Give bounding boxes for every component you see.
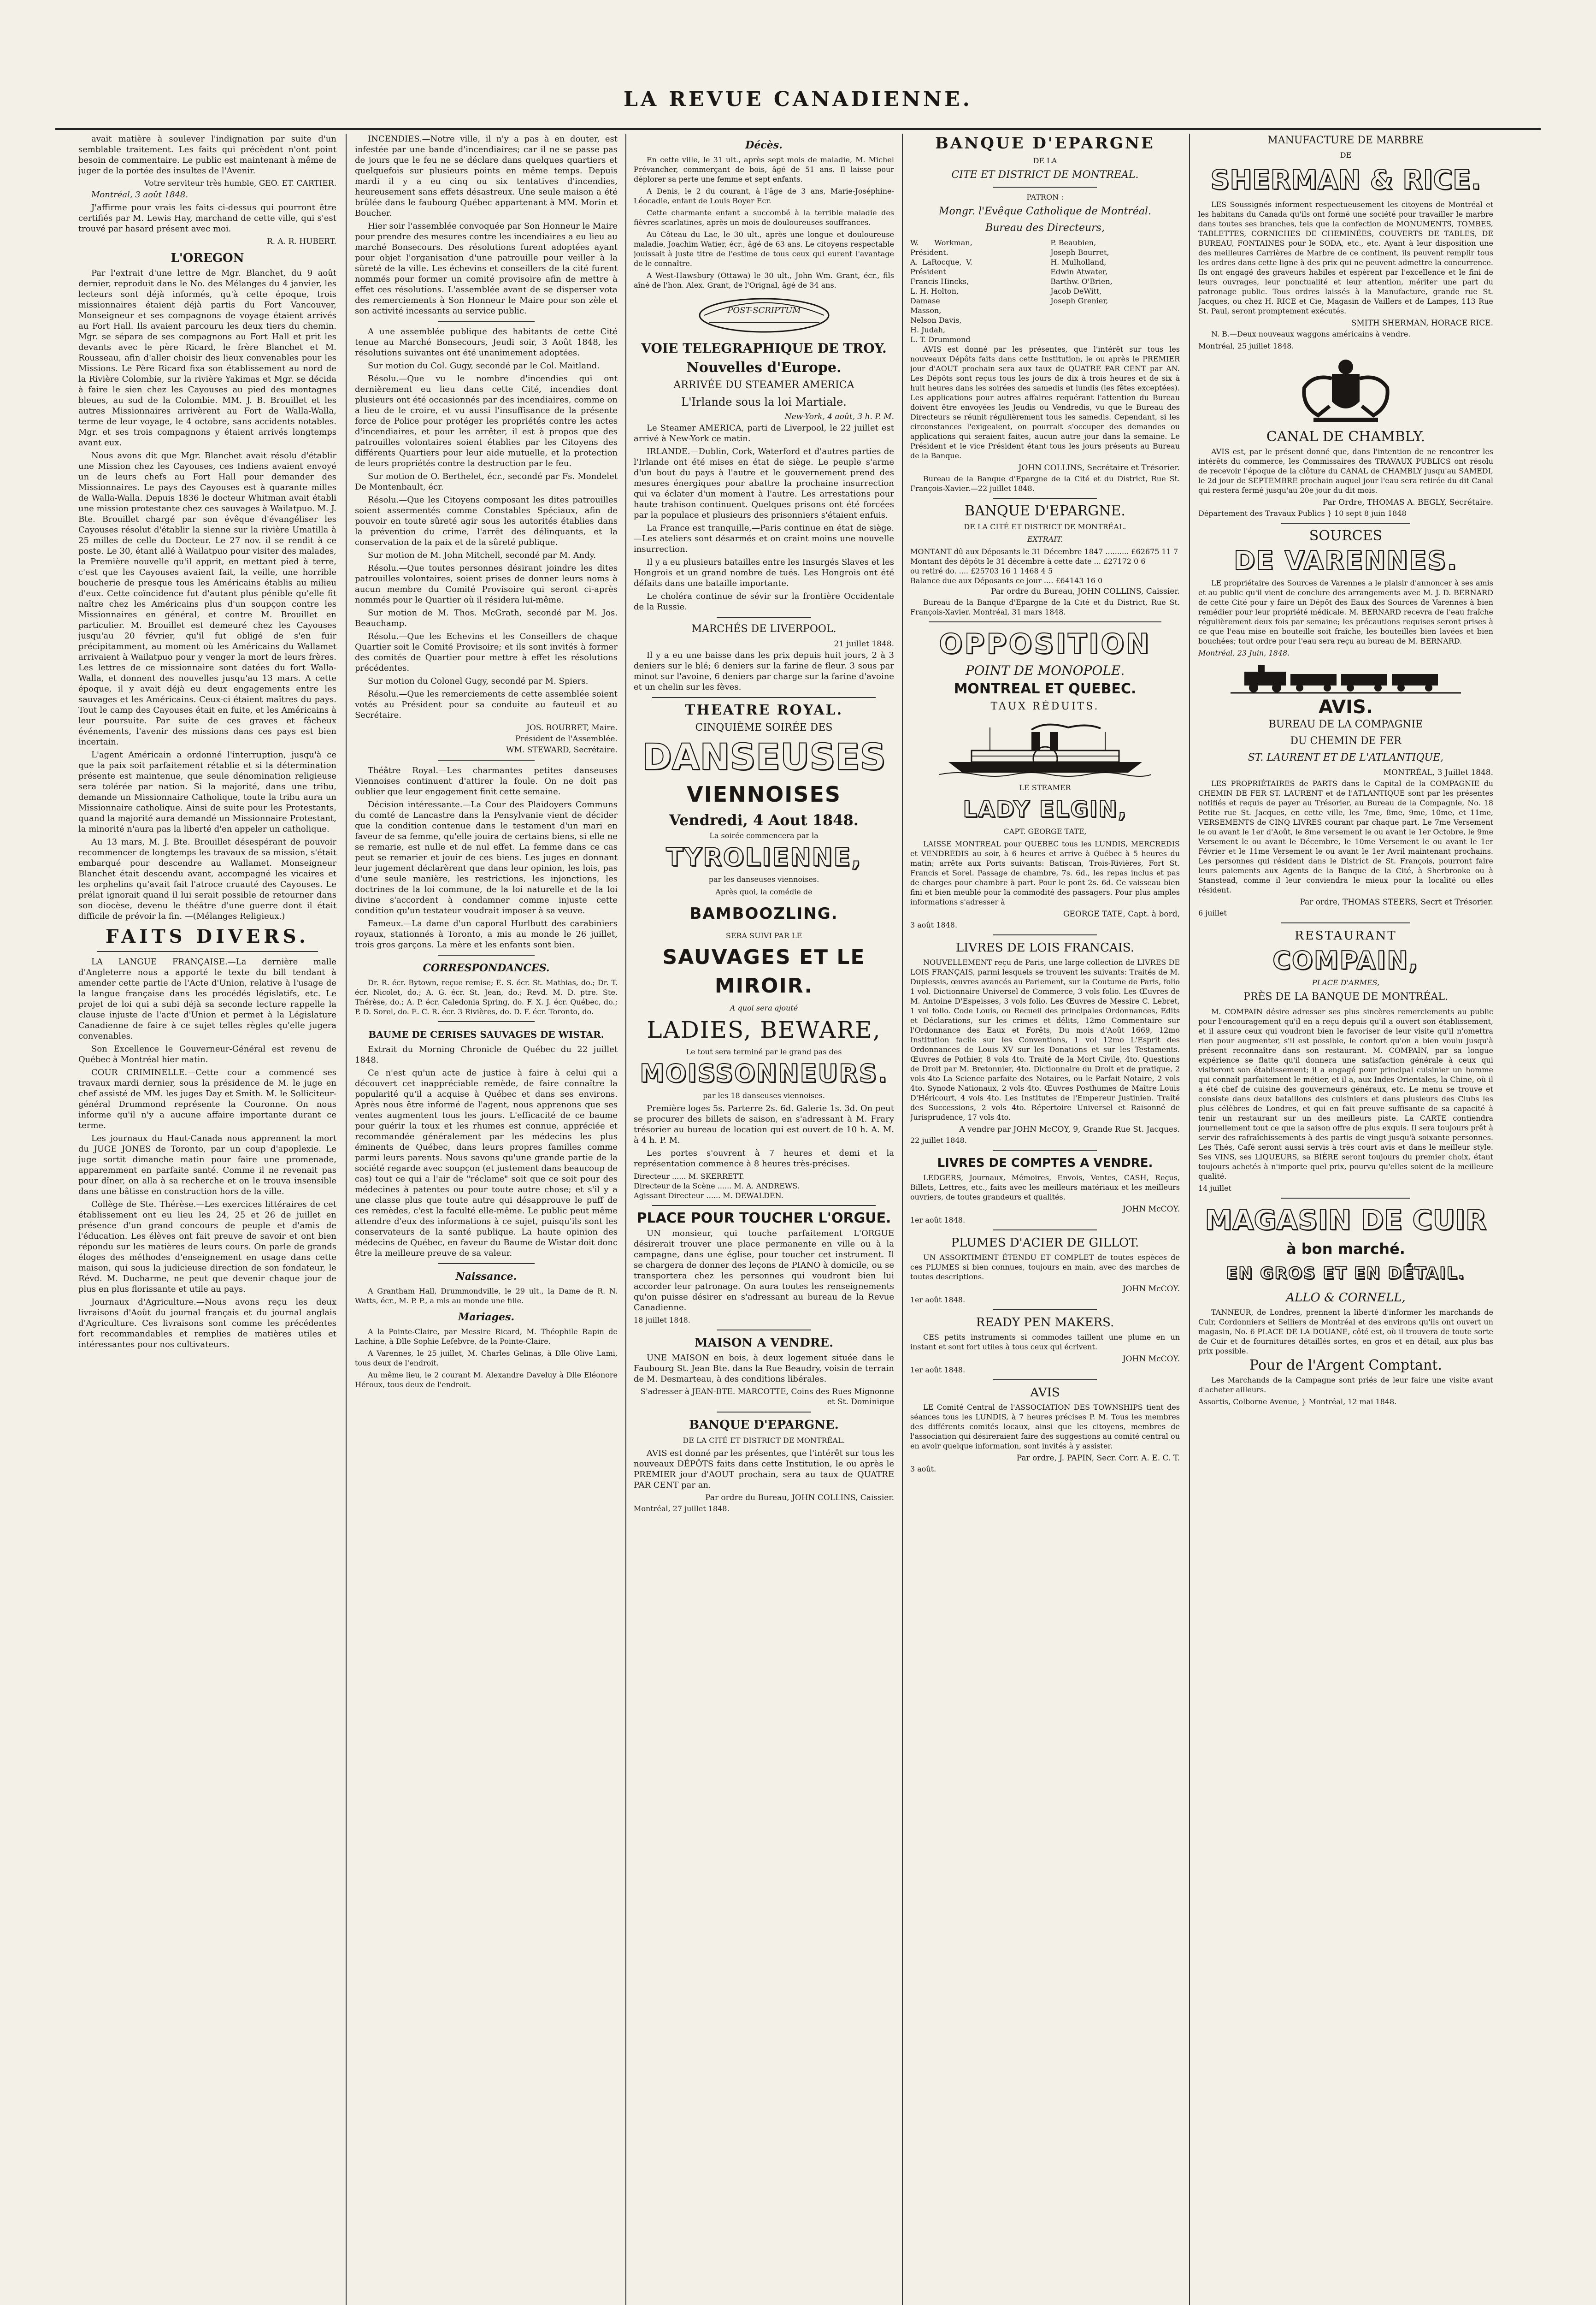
certification-text: J'affirme pour vrais les faits ci-dessus qui pourront être certifiés par M. Lewis Hay, marchand de cette ville, qui s'est trouvé par hasard présent avec moi. bbox=[78, 203, 336, 234]
leather-store-title: MAGASIN DE CUIR bbox=[1205, 1204, 1487, 1236]
news-item: Collège de Ste. Thérèse.—Les exercices littéraires de cet établissement ont eu lieu les 24, 25 et 26 de juillet en présence d'un grand concours de peuple et d'amis de l'éducation. Les élèves ont fait preuve de savoir et ont bien répondu sur les matières de leurs cours. On parle de grands éloges des méthodes d'enseignement en usage dans cette maison, qui sous la judicieuse direction de son fondateur, le Révd. M. Ducharme, ne peut que devenir chaque jour de plus en plus florissante et utile au pays. bbox=[78, 1200, 336, 1294]
director-name: Edwin Atwater, bbox=[1050, 267, 1108, 276]
varennes-text: LE propriétaire des Sources de Varennes a le plaisir d'annoncer à ses amis et au public qu'il vient de conclure des arrangements avec M. J. D. BERNARD de cette Cité pour y faire un Dépôt des Eaux des Sources de Varennes à bien remédier pour leur propriété médicale. M. BERNARD recevra de l'eau fraîche régulièrement deux fois par semaine; les précautions requises seront prises à ce que l'eau mise en bouteille soit fraîche, les bouteilles bien lavées et bien bouchées; tout ordre pour l'eau sera reçu au bureau de M. BERNARD. bbox=[1198, 579, 1493, 645]
divider bbox=[993, 1309, 1097, 1310]
news-item: Son Excellence le Gouverneur-Général est revenu de Québec à Montréal hier matin. bbox=[78, 1044, 336, 1064]
account-books-date: 1er août 1848. bbox=[910, 1216, 966, 1224]
ledger-line: MONTANT dû aux Déposants le 31 Décembre 1847 .......... £62675 11 7 bbox=[910, 547, 1178, 556]
theatre-staff-row: Agissant Directeur ...... M. DEWALDEN. bbox=[634, 1191, 783, 1200]
director-name: H. Mulholland, bbox=[1050, 258, 1107, 266]
cash-line: Pour de l'Argent Comptant. bbox=[1249, 1357, 1442, 1373]
director-name: Joseph Grenier, bbox=[1050, 296, 1108, 305]
locomotive-icon bbox=[1231, 662, 1461, 695]
markets-text: Il y a eu une baisse dans les prix depuis huit jours, 2 à 3 deniers sur le blé; 6 deniers sur la farine de fleur. 3 sous par minot sur l'avoine, 6 deniers par charge sur la farine d'avoine et un chelin sur les fèves. bbox=[634, 650, 894, 692]
telegraph-heading: VOIE TELEGRAPHIQUE DE TROY. bbox=[641, 341, 887, 356]
allo-cornell: ALLO & CORNELL, bbox=[1286, 1291, 1406, 1305]
notice-heading: AVIS. bbox=[1318, 697, 1373, 718]
notice-text: LE Comité Central de l'ASSOCIATION DES TOWNSHIPS tient des séances tous les LUNDIS, à 7 heures précises P. M. Tous les membres des différents comités locaux, ainsi que les citoyens, membres de l'association qui désireraient faire des suggestions au comité central ou en avoir quelque information, sont invités à y assister. bbox=[910, 1403, 1180, 1450]
markets-date: 21 juillet 1848. bbox=[834, 639, 894, 649]
program-line: par les 18 danseuses viennoises. bbox=[703, 1091, 825, 1100]
signature: JOS. BOURRET, Maire. bbox=[526, 723, 618, 733]
signature: Par ordre, J. PAPIN, Secr. Corr. A. E. C. T. bbox=[1016, 1454, 1180, 1463]
ledger-line: ou retiré do. .... £25703 16 1 1468 4 5 bbox=[910, 567, 1053, 575]
marble-date: Montréal, 25 juillet 1848. bbox=[1198, 342, 1294, 350]
news-item: COUR CRIMINELLE.—Cette cour a commencé ses travaux mardi dernier, sous la présidence de M. le juge en chef assisté de MM. les juges Day et Smith. M. le Solliciteur-général Drummond représente la Couronne. On nous informe qu'il n'y a aucune affaire importante durant ce terme. bbox=[78, 1068, 336, 1130]
notice-heading: AVIS bbox=[1030, 1386, 1060, 1400]
news-item: LA LANGUE FRANÇAISE.—La dernière malle d'Angleterre nous a apporté le texte du bill tendant à amender cette partie de l'Acte d'Union, relative à l'usage de la langue française dans les procédés législatifs, etc. Le projet de loi qui a subi déjà sa seconde lecture rappelle la clause injuste de l'acte d'Union et permet à la Législature Canadienne de faire à ce sujet telles règles qu'elle jugera convenables. bbox=[78, 957, 336, 1041]
divider bbox=[652, 1205, 876, 1206]
steamer-text: LAISSE MONTREAL pour QUEBEC tous les LUNDIS, MERCREDIS et VENDREDIS au soir, à 6 heures et arrive à Québec à 5 heures du matin; arrête aux Ports suivants: Batiscan, Trois-Rivières, Fort St. Francis et Sorel. Passage de chambre, 7s. 6d., les repas inclus et pas de charges pour chambre à part. Pour le pont 2s. 6d. Ce vaisseau bien fini et bien meublé pour la commodité des passagers. Pour plus amples informations s'adresser à bbox=[910, 839, 1180, 906]
advert-text: Ce n'est qu'un acte de justice à faire à celui qui a découvert cet inappréciable remède, de faire connaître la popularité qu'il a acquise à Québec et dans ses environs. Après nous être informé de l'agent, nous apprenons que ses ventes augmentent tous les jours. L'efficacité de ce baume pour guérir la toux et les rhumes est connue, appréciée et recommandée généralement par les médecins les plus éminents de Québec, dans leurs propres familles comme parmi leurs parents. Nous savons qu'une grande partie de la société regarde avec soupçon (et justement dans beaucoup de cas) tout ce qui a l'air de "réclame" soit que ce soit pour des médecines à patentes ou pour toute autre chose; et s'il y a une classe plus que toute autre qui désapprouve le puff de ces remèdes, c'est la faculté elle-même. Le public peut même attendre d'eux des informations à ce sujet, puisqu'ils sont les conservateurs de la santé publique. La haute opinion des médecins de Québec, en faveur du Baume de Wistar doit donc être la meilleure preuve de sa valeur. bbox=[355, 1068, 618, 1258]
divider bbox=[97, 951, 318, 952]
bank-heading: BANQUE D'EPARGNE. bbox=[689, 1418, 839, 1432]
ledger-line: Montant des dépôts le 31 décembre à cette date ... £27172 0 6 bbox=[910, 557, 1146, 566]
director-name: Francis Hincks, bbox=[910, 277, 969, 286]
director-name: P. Beaubien, bbox=[1050, 238, 1096, 247]
column-1 bbox=[78, 134, 336, 2305]
arrival-heading: ARRIVÉE DU STEAMER AMERICA bbox=[673, 379, 854, 391]
pens-heading: PLUMES D'ACIER DE GILLOT. bbox=[951, 1236, 1139, 1250]
divider bbox=[993, 1229, 1097, 1230]
captain-line: CAPT. GEORGE TATE, bbox=[1003, 827, 1087, 836]
director-name: Nelson Davis, bbox=[910, 316, 962, 325]
director-name: W. Workman, Président. bbox=[910, 238, 972, 257]
marble-heading: MANUFACTURE DE MARBRE bbox=[1267, 135, 1424, 146]
law-books-date: 22 juillet 1848. bbox=[910, 1136, 967, 1145]
pen-makers-heading: READY PEN MAKERS. bbox=[976, 1316, 1114, 1330]
bank-location: Bureau de la Banque d'Epargne de la Cité et du District, Rue St. François-Xavier.—22 juillet 1848. bbox=[910, 474, 1180, 493]
director-name: L. T. Drummond bbox=[910, 335, 971, 344]
company-text: LES PROPRIÉTAIRES de PARTS dans le Capital de la COMPAGNIE du CHEMIN DE FER ST. LAURENT et de l'ATLANTIQUE sont par les présentes notifiés et requis de payer au Trésorier, au Bureau de la Compagnie, No. 18 Petite rue St. Jacques, en cette ville, les 7me, 8me, 9me, 10me, et 11me, VERSEMENTS de CINQ LIVRES courant par chaque part. Le 7me Versement le ou avant le 1er d'Août, le 8me versement le ou avant le 1er Octobre, le 9me Versement le ou avant le Décembre, le 10me Versement le ou avant le 1er Février et le 11me Versement le ou avant le 1er Avril maintenant prochains. Les personnes qui résident dans le District de St. François, pourront faire leurs paiements aux Agents de la Banque de la Cité, à Sherbrooke ou à Stanstead, comme il leur conviendra le mieux pour la localité ou elles résident. bbox=[1198, 779, 1493, 894]
column-2 bbox=[355, 134, 618, 2305]
article-heading-oregon: L'OREGON bbox=[171, 251, 244, 265]
signature: A vendre par JOHN McCOY, 9, Grande Rue St. Jacques. bbox=[959, 1125, 1180, 1134]
pens-text: UN ASSORTIMENT ÉTENDU ET COMPLET de toutes espèces de ces PLUMES si bien connues, toujours en main, avec des marches de toutes descriptions. bbox=[910, 1253, 1180, 1281]
company-date: MONTRÉAL, 3 Juillet 1848. bbox=[1383, 768, 1493, 777]
theatre-hours: Les portes s'ouvrent à 7 heures et demi et la représentation commence à 8 heures très-précises. bbox=[634, 1148, 894, 1169]
director-name: Barthw. O'Brien, bbox=[1050, 277, 1113, 286]
death-notice: Cette charmante enfant a succombé à la terrible maladie des fièvres scarlatines, après un mois de douloureuses souffrances. bbox=[634, 208, 894, 227]
correspondence-heading: CORRESPONDANCES. bbox=[423, 962, 550, 974]
divider bbox=[929, 621, 1161, 622]
signature: Par Ordre, THOMAS A. BEGLY, Secrétaire. bbox=[1322, 498, 1493, 507]
organ-heading: PLACE POUR TOUCHER L'ORGUE. bbox=[636, 1210, 891, 1226]
royal-coat-of-arms-icon bbox=[1286, 355, 1406, 425]
steamer-label: LE STEAMER bbox=[1019, 783, 1071, 792]
sauvages-title: SAUVAGES ET LE MIROIR. bbox=[662, 946, 866, 998]
divider bbox=[993, 498, 1097, 499]
program-line: SERA SUIVI PAR LE bbox=[725, 931, 802, 940]
resolution-text: Sur motion de O. Berthelet, écr., secondé par Fs. Mondelet De Montenbault, écr. bbox=[355, 472, 618, 492]
steamer-date: 3 août 1848. bbox=[910, 921, 958, 929]
chambly-heading: CANAL DE CHAMBLY. bbox=[1266, 429, 1425, 445]
pens-date: 1er août 1848. bbox=[910, 1295, 966, 1304]
bank-heading: BANQUE D'EPARGNE. bbox=[965, 503, 1125, 519]
extract-label: EXTRAIT. bbox=[1027, 535, 1063, 544]
bank-date: Montréal, 27 juillet 1848. bbox=[634, 1504, 730, 1513]
company-name: ST. LAURENT ET DE L'ATLANTIQUE, bbox=[1248, 752, 1444, 763]
marriage-notice: A la Pointe-Claire, par Messire Ricard, M. Théophile Rapin de Lachine, à Dlle Sophie Lefebvre, de la Pointe-Claire. bbox=[355, 1327, 618, 1346]
bank-location: Bureau de la Banque d'Epargne de la Cité et du District, Rue St. François-Xavier. Montréal, 31 mars 1848. bbox=[910, 598, 1180, 616]
signature: WM. STEWARD, Secrétaire. bbox=[506, 745, 618, 755]
masthead-rule bbox=[55, 128, 1541, 130]
death-notice: En cette ville, le 31 ult., après sept mois de maladie, M. Michel Prévancher, commerçant de bois, âgé de 51 ans. Il laisse pour déplorer sa perte une femme et sept enfants. bbox=[634, 155, 894, 183]
resolution-text: Résolu.—Que les Echevins et les Conseillers de chaque Quartier soit le Comité Provisoire; et ils sont invités à former des comités de Quartier pour mettre à effet les résolutions précédentes. bbox=[355, 632, 618, 673]
stamp-label: POST-SCRIPTUM bbox=[727, 306, 801, 315]
program-line: Le tout sera terminé par le grand pas des bbox=[686, 1047, 842, 1056]
column-divider bbox=[902, 134, 903, 2305]
resolution-text: Sur motion du Colonel Gugy, secondé par M. Spiers. bbox=[368, 676, 589, 686]
ledger-line: Balance due aux Déposants ce jour .... £64143 16 0 bbox=[910, 576, 1103, 585]
signature: GEORGE TATE, Capt. à bord, bbox=[1063, 910, 1180, 919]
resolution-text: Résolu.—Que les remerciements de cette assemblée soient votés au Président pour sa conduite au fauteuil et au Secrétaire. bbox=[355, 689, 618, 720]
news-item: Fameux.—La dame d'un caporal Hurlbutt des carabiniers royaux, stationnés à Toronto, a mis au monde le 26 juillet, trois gros garçons. La mère et les enfants sont bien. bbox=[355, 919, 618, 950]
restaurant-heading: RESTAURANT bbox=[1295, 929, 1397, 943]
director-name: Damase Masson, bbox=[910, 296, 942, 315]
birth-notice: A Grantham Hall, Drummondville, le 29 ult., la Dame de R. N. Watts, écr., M. P. P., a mis au monde une fille. bbox=[355, 1287, 618, 1305]
house-sale-text: UNE MAISON en bois, à deux logement située dans le Faubourg St. Jean Bte. dans la Rue Beaudry, voisin de terrain de M. Desmarteau, à des conditions libérales. bbox=[634, 1353, 894, 1384]
signature: JOHN McCOY. bbox=[1122, 1354, 1180, 1364]
divider bbox=[1281, 922, 1410, 923]
dateline: Montréal, 3 août 1848. bbox=[91, 190, 188, 200]
theatre-heading: THEATRE ROYAL. bbox=[684, 702, 843, 718]
news-paragraph: Le Steamer AMERICA, parti de Liverpool, le 22 juillet est arrivé à New-York ce matin. bbox=[634, 423, 894, 443]
news-item: Les journaux du Haut-Canada nous apprennent la mort du JUGE JONES de Toronto, par un coup d'apoplexie. Le juge sortit dimanche matin pour faire une promenade, apparemment en parfaite santé. Comme il ne revenait pas pour dîner, on alla à sa recherche et on le trouva insensible dans une bâtisse en construction hors de la ville. bbox=[78, 1134, 336, 1196]
divider bbox=[1281, 523, 1410, 524]
divider bbox=[993, 1379, 1097, 1380]
divider bbox=[993, 1150, 1097, 1151]
news-paragraph: La France est tranquille,—Paris continue en état de siège.—Les ateliers sont désarmés et on craint moins une nouvelle insurrection. bbox=[634, 523, 894, 554]
correspondence-text: Dr. R. écr. Bytown, reçue remise; E. S. écr. St. Mathias, do.; Dr. T. écr. Nicolet, do.; A. G. écr. St. Jean, do.; Revd. M. D. ptre. Ste. Thérèse, do.; A. P. écr. Caledonia Spring, do. F. X. J. écr. Québec, do.; P. D. Sorel, do. E. C. R. écr. 3 Rivières, do. D. F. écr. Toronto, do. bbox=[355, 978, 618, 1016]
director-name: Jacob DeWitt, bbox=[1050, 287, 1102, 296]
article-fragment: avait matière à soulever l'indignation par suite d'un semblable traitement. Les faits qui précèdent n'ont point besoin de commentaire. Le public est maintenant à même de juger de la portée des insultes de l'Avenir. bbox=[78, 134, 336, 176]
chambly-text: AVIS est, par le présent donné que, dans l'intention de ne rencontrer les intérêts du commerce, les Commissaires des TRAVAUX PUBLICS ont résolu de recevoir l'époque de la clôture du CANAL de CHAMBLY jusqu'au SAMEDI, le 2d jour de SEPTEMBRE prochain auquel jour l'eau sera retirée du dit Canal qui restera fermé jusqu'au 20e jour du dit mois. bbox=[1198, 447, 1493, 495]
viennoises-title: VIENNOISES bbox=[686, 782, 842, 807]
bank-subheading: DE LA CITÉ ET DISTRICT DE MONTRÉAL. bbox=[683, 1436, 845, 1445]
director-name: Joseph Bourret, bbox=[1050, 248, 1109, 257]
varennes-title: DE VARENNES. bbox=[1233, 546, 1458, 576]
resolution-text: Résolu.—Que toutes personnes désirant joindre les dites patrouilles volontaires, soient prises de donner leurs noms à aucun membre du Comité Provisoire qui seront ci-après nommés pour le Quartier où il résidera lui-même. bbox=[355, 563, 618, 605]
death-notice: Au Côteau du Lac, le 30 ult., après une longue et douloureuse maladie, Joachim Watier, écr., âgé de 63 ans. Le citoyens respectable jouissait à juste titre de l'estime de tous ceux qui eurent l'avantage de le connaître. bbox=[634, 230, 894, 268]
place-armes: PLACE D'ARMES, bbox=[1312, 978, 1380, 987]
directors-left bbox=[910, 238, 1040, 344]
wholesale-line: EN GROS ET EN DÉTAIL. bbox=[1226, 1264, 1466, 1283]
steamer-name: LADY ELGIN, bbox=[963, 797, 1127, 822]
divider bbox=[1281, 1198, 1410, 1199]
performance-date: Vendredi, 4 Aout 1848. bbox=[669, 811, 859, 829]
column-5 bbox=[1198, 134, 1493, 2305]
program-line: Après quoi, la comédie de bbox=[715, 887, 813, 896]
news-item: INCENDIES.—Notre ville, il n'y a pas à en douter, est infestée par une bande d'incendiaires; car il ne se passe pas de jours que le feu ne se déclare dans quelques quartiers et quelquefois sur plusieurs points en même temps. Depuis mardi il y a eu cinq ou six tentatives d'incendies, heureusement sans effets désastreux. Une seule maison a été brûlée dans le faubourg Québec appartenant à MM. Morin et Boucher. bbox=[355, 134, 618, 218]
near-bank: PRÈS DE LA BANQUE DE MONTRÉAL. bbox=[1243, 991, 1448, 1003]
monopoly-line: POINT DE MONOPOLE. bbox=[965, 663, 1125, 678]
house-sale-heading: MAISON A VENDRE. bbox=[694, 1336, 834, 1350]
news-heading: Nouvelles d'Europe. bbox=[686, 360, 842, 376]
news-paragraph: Le choléra continue de sévir sur la frontière Occidentale de la Russie. bbox=[634, 591, 894, 612]
deaths-heading: Décès. bbox=[745, 139, 783, 151]
restaurant-date: 14 juillet bbox=[1198, 1184, 1231, 1193]
bank-de: DE LA bbox=[1033, 156, 1057, 165]
program-line: La soirée commencera par la bbox=[709, 831, 819, 840]
notice-date: 3 août. bbox=[910, 1465, 936, 1473]
births-heading: Naissance. bbox=[455, 1271, 517, 1283]
pen-makers-text: CES petits instruments si commodes taillent une plume en un instant et sont fort utiles à tous ceux qui écrivent. bbox=[910, 1333, 1180, 1351]
theatre-subheading: CINQUIÈME SOIRÉE DES bbox=[695, 722, 833, 733]
marriages-heading: Mariages. bbox=[458, 1311, 515, 1323]
column-divider bbox=[346, 134, 347, 2305]
organ-date: 18 juillet 1848. bbox=[634, 1316, 690, 1324]
marriage-notice: Au même lieu, le 2 courant M. Alexandre Daveluy à Dlle Eléonore Héroux, tous deux de l'endroit. bbox=[355, 1371, 618, 1389]
divider bbox=[438, 955, 535, 956]
patron-label: PATRON : bbox=[1026, 193, 1064, 201]
signature: Par ordre, THOMAS STEERS, Secrt et Trésorier. bbox=[1300, 898, 1493, 907]
varennes-date: Montréal, 23 Juin, 1848. bbox=[1198, 649, 1290, 657]
directors-list bbox=[910, 238, 1180, 344]
signature: JOHN COLLINS, Secrétaire et Trésorier. bbox=[1018, 463, 1180, 473]
patron-name: Mongr. l'Evêque Catholique de Montréal. bbox=[938, 206, 1152, 217]
resolution-text: Résolu.—Que les Citoyens composant les dites patrouilles soient assermentés comme Constables Spéciaux, afin de pouvoir en toute sûreté agir sous les autorités établies dans la prévention du crime, l'arrêt des délinquants, et la conservation de la paix et de la sûreté publique. bbox=[355, 495, 618, 547]
signature: Par ordre du Bureau, JOHN COLLINS, Caissier. bbox=[705, 1493, 894, 1502]
marble-de: DE bbox=[1340, 151, 1352, 160]
organ-text: UN monsieur, qui touche parfaitement L'ORGUE désirerait trouver une place permanente en ville ou à la campagne, dans une église, pour toucher cet instrument. Il se chargera de donner des leçons de PIANO à domicile, ou se transportera chez les personnes qui voudront bien lui accorder leur patronage. On aura toutes les renseignements qu'on puisse désirer en s'adressant au bureau de la Revue Canadienne. bbox=[634, 1229, 894, 1312]
resolution-text: Résolu.—Que vu le nombre d'incendies qui ont dernièrement eu lieu dans cette Cité, incendies dont plusieurs ont été occasionnés par des incendiaires, comme on a lieu de le croire, et vu aussi l'insuffisance de la présente force de Police pour protéger les propriétés contre les actes d'incendiaires, et pour les arrêter, il est à propos que des patrouilles volontaires soient établies par les Citoyens des différents Quartiers pour leur aide mutuelle, et la protection de leurs propriétés contre la destruction par le feu. bbox=[355, 374, 618, 468]
dateline: New-York, 4 août, 3 h. P. M. bbox=[784, 412, 894, 421]
resolution-text: Sur motion du Col. Gugy, secondé par le Col. Maitland. bbox=[368, 361, 600, 371]
divider bbox=[438, 321, 535, 322]
allo-text2: Les Marchands de la Campagne sont priés de leur faire une visite avant d'acheter ailleurs. bbox=[1198, 1376, 1493, 1394]
staff-name: M. DEWALDEN. bbox=[723, 1191, 783, 1200]
divider bbox=[993, 187, 1097, 188]
article-paragraph: Nous avons dit que Mgr. Blanchet avait résolu d'établir une Mission chez les Cayouses, ces Indiens avaient envoyé un de leurs chefs au Fort Hall pour demander des Missionnaires. Le pays des Cayouses est à quarante milles de Walla-Walla. Depuis 1836 le docteur Whitman avait établi une mission protestante chez ces sauvages à Wailatpuo. M. J. Bte. Brouillet chargé par son évêque d'évangéliser les Cayouses résolut d'établir la sienne sur la rivière Umatilla à 25 milles de celle du Docteur. Le 27 nov. il se rendit à ce poste. Le 30, étant allé à Wailatpuo pour visiter des malades, la Première nouvelle qu'il apprit, en mettant pied à terre, c'est que les Cayouses avaient fait, la veille, une horrible boucherie de presque tous les Américains établis au milieu d'eux. Cette coïncidence fut d'autant plus pénible qu'elle fit naître chez les Américains plus d'un soupçon contre les Missionnaires en général, et contre M. Brouillet en particulier. M. Brouillet est demeuré chez les Cayouses jusqu'au 20 février, qu'il fut obligé de s'en fuir précipitamment, au moment où les Américains du Wallamet arrivaient à Wailatpuo pour y venger la mort de leurs frères. Les lettres de ce missionnaire sont datées du fort Walla-Walla, et donnent des nouvelles jusqu'au 13 mars. A cette époque, il y avait déjà eu deux engagements entre les sauvages et les Américains. Ceux-ci étaient maîtres du pays. Tout le camp des Cayouses était en fuite, et les Américains à leur poursuite. Par suite de ces graves et fâcheux événements, l'avenir des missions dans ces pays est bien incertain. bbox=[78, 451, 336, 747]
cheap-line: à bon marché. bbox=[1286, 1240, 1405, 1258]
death-notice: A Denis, le 2 du courant, à l'âge de 3 ans, Marie-Joséphine-Léocadie, enfant de Louis Boyer Ecr. bbox=[634, 187, 894, 205]
director-name: A. LaRocque, V. Président bbox=[910, 258, 972, 276]
marriage-notice: A Varennes, le 25 juillet, M. Charles Gelinas, à Dlle Olive Lami, tous deux de l'endroit. bbox=[355, 1349, 618, 1367]
resolution-text: Sur motion de M. Thos. McGrath, secondé par M. Jos. Beauchamp. bbox=[355, 608, 618, 628]
staff-role: Agissant Directeur bbox=[634, 1191, 704, 1200]
ireland-heading: L'Irlande sous la loi Martiale. bbox=[681, 396, 847, 408]
article-paragraph: Au 13 mars, M. J. Bte. Brouillet désespérant de pouvoir recommencer de longtemps les travaux de sa mission, s'était embarqué pour descendre au Wallamet. Monseigneur Blanchet était descendu avant, accompagné les vicaires et les orphelins qu'avait fait l'atroce cruauté des Cayouses. Le prélat ignorait quand il lui serait possible de retourner dans son diocèse, devenu le théâtre d'une guerre dont il était difficile de prévoir la fin. —(Mélanges Religieux.) bbox=[78, 837, 336, 921]
column-divider bbox=[625, 134, 626, 2305]
director-name: L. H. Holton, bbox=[910, 287, 959, 296]
signature: Par ordre du Bureau, JOHN COLLINS, Caissier. bbox=[991, 587, 1180, 596]
news-item: Hier soir l'assemblée convoquée par Son Honneur le Maire pour prendre des mesures contre les incendiaires a eu lieu au marché Bonsecours. Des résolutions furent adoptées ayant pour objet l'organisation d'une patrouille pour veiller à la sûreté de la ville. Les échevins et conseillers de la cité furent nommés pour former un comité provisoire afin de mettre à effet ces résolutions. L'assemblée avant de se disperser vota des remerciements à Son Honneur le Maire pour son zèle et son activité incessants au service public. bbox=[355, 221, 618, 316]
directors-label: Bureau des Directeurs, bbox=[985, 222, 1105, 234]
divider bbox=[438, 1021, 535, 1022]
bank-subheading: DE LA CITÉ ET DISTRICT DE MONTRÉAL. bbox=[964, 522, 1126, 531]
advert-text: Extrait du Morning Chronicle de Québec du 22 juillet 1848. bbox=[355, 1045, 618, 1065]
program-line: par les danseuses viennoises. bbox=[708, 875, 819, 884]
signature-title: Président de l'Assemblée. bbox=[515, 734, 618, 744]
bank-heading: BANQUE D'EPARGNE bbox=[935, 134, 1155, 153]
allo-location: Assortis, Colborne Avenue, } Montréal, 12 mai 1848. bbox=[1198, 1397, 1397, 1406]
newspaper-title: LA REVUE CANADIENNE. bbox=[624, 88, 972, 111]
staff-role: Directeur de la Scène bbox=[634, 1182, 715, 1190]
markets-heading: MARCHÉS DE LIVERPOOL. bbox=[691, 623, 836, 635]
column-3 bbox=[634, 134, 894, 2305]
steamboat-icon bbox=[939, 718, 1151, 778]
program-line: A quoi sera ajouté bbox=[730, 1004, 798, 1012]
news-item: Journaux d'Agriculture.—Nous avons reçu les deux livraisons d'Août du journal français et du journal anglais d'Agriculture. Ces livraisons sont comme les précédentes fort recommandables et remplies de matières utiles et intéressantes pour nos cultivateurs. bbox=[78, 1297, 336, 1349]
allo-text: TANNEUR, de Londres, prennent la liberté d'informer les marchands de Cuir, Cordonniers et Selliers de Montréal et des environs qu'ils ont ouvert un magasin, No. 6 PLACE DE LA DOUANE, côté est, où il trouvera de toute sorte de Cuir et de fournitures détaillés sortes, en gros et en détail, aux plus bas prix possible. bbox=[1198, 1308, 1493, 1355]
compain-title: COMPAIN, bbox=[1272, 946, 1419, 975]
theatre-prices: Première loges 5s. Parterre 2s. 6d. Galerie 1s. 3d. On peut se procurer des billets de saison, en s'adressant à M. Frary trésorier au bureau de location qui est ouvert de 10 h. A. M. à 4 h. P. M. bbox=[634, 1104, 894, 1145]
masthead bbox=[0, 0, 1596, 111]
moissonneurs-title: MOISSONNEURS. bbox=[639, 1059, 889, 1088]
news-paragraph: Il y a eu plusieurs batailles entre les Insurgés Slaves et les Hongrois et un grand nombre de tués. Les Hongrois ont été défaits dans une bataille importante. bbox=[634, 557, 894, 588]
house-sale-contact: S'adresser à JEAN-BTE. MARCOTTE, Coins des Rues Mignonne et St. Dominique bbox=[640, 1387, 894, 1407]
resolution-text: Sur motion de M. John Mitchell, secondé par M. Andy. bbox=[368, 550, 596, 560]
bank-notice: AVIS est donné par les présentes, que l'intérêt sur tous les nouveaux Dépôts faits dans cette Institution, le ou après le PREMIER jour d'AOUT prochain sera aux taux de QUATRE PAR CENT par AN. Les Dépôts sont reçus tous les jours de dix à trois heures et de six à huit heures dans les soirées des samedis et lundis (les fêtes exceptées). Les applications pour autres affaires requérant l'attention du Bureau doivent être envoyées les Jeudis ou Vendredis, vu que le Bureau des Directeurs se réunit régulièrement tous les samedis. Cependant, si les circonstances l'exigeaient, on pourrait s'occuper des demandes ou applications qui seraient faites, aucun autre jour dans la semaine. Le Président et le vice Président étant tous les jours présents au Bureau de la Banque. bbox=[910, 345, 1180, 460]
divider bbox=[717, 617, 811, 618]
article-paragraph: L'agent Américain a ordonné l'interruption, jusqu'à ce que la paix soit parfaitement rétablie et si la détermination présente est maintenue, que seule dénomination religieuse sera tolérée par nation. Si la majorité, dans une tribu, demande un Missionnaire Catholique, toute la tribu aura un Missionnaire catholique. Ainsi de suite pour les Protestants, quand la majorité aura demandé un Missionnaire Protestant, la minorité n'aura pas la liberté d'en appeler un catholique. bbox=[78, 750, 336, 834]
divider bbox=[717, 1412, 811, 1413]
divider bbox=[652, 697, 876, 698]
sources-heading: SOURCES bbox=[1309, 528, 1383, 544]
marble-nb: N. B.—Deux nouveaux waggons américains à vendre. bbox=[1211, 330, 1411, 338]
director-name: H. Judah, bbox=[910, 325, 946, 334]
article-paragraph: Par l'extrait d'une lettre de Mgr. Blanchet, du 9 août dernier, reproduit dans le No. des Mélanges du 4 janvier, les lecteurs sont déjà informés, qu'à cette époque, trois missionnaires étaient déjà partis du Fort Vancouver, Monseigneur et ses compagnons de voyage étaient arrivés au Fort Hall. Ils avaient parcouru les deux tiers du chemin. Mgr. se sépara de ses compagnons au Fort Hall et prit les devants avec le père Ricard, le frère Blanchet et M. Rousseau, afin d'aller choisir des lieux convenables pour les Missions. Le Père Ricard fixa son établissement au nord de la Rivière Colombie, sur la rivière Yakimas et Mgr. se décida à faire le sien chez les Cayouses au pied des montagnes bleues, au sud de la Colombie. MM. J. B. Brouillet et les autres Missionnaires arrivèrent au Fort de Walla-Walla, terme de leur voyage, le 4 octobre, sans accidents notables. Mgr. et ses trois compagnons y étaient arrivés longtemps avant eux. bbox=[78, 268, 336, 448]
bank-notice: AVIS est donné par les présentes, que l'intérêt sur tous les nouveaux DÉPÔTS faits dans cette Institution, le ou après le PREMIER jour d'AOUT prochain, sera au taux de QUATRE PAR CENT par an. bbox=[634, 1448, 894, 1490]
post-scriptum-stamp-icon bbox=[695, 295, 833, 336]
tyrolienne-title: TYROLIENNE, bbox=[666, 843, 862, 872]
advert-heading-baume: BAUME DE CERISES SAUVAGES DE WISTAR. bbox=[368, 1029, 604, 1040]
staff-name: M. A. ANDREWS. bbox=[734, 1182, 800, 1190]
rates-line: TAUX RÉDUITS. bbox=[990, 701, 1100, 712]
death-notice: A West-Hawsbury (Ottawa) le 30 ult., John Wm. Grant, écr., fils aîné de l'hon. Alex. Grant, de l'Orignal, âgé de 34 ans. bbox=[634, 271, 894, 290]
signature: Votre serviteur très humble, GEO. ET. CARTIER. bbox=[144, 179, 336, 188]
ladies-beware-title: LADIES, BEWARE, bbox=[647, 1017, 881, 1043]
law-books-heading: LIVRES DE LOIS FRANCAIS. bbox=[955, 941, 1135, 955]
news-item: Décision intéressante.—La Cour des Plaidoyers Communs du comté de Lancastre dans la Pensylvanie vient de décider que la condition contenue dans le testament d'un mari en faveur de sa femme, qu'elle jouira de certains biens, si elle ne se remarie, est nulle et de nul effet. La femme dans ce cas peut se remarier et jouir de ces biens. Les juges en donnant leur jugement déclarèrent que dans leur opinion, les lois, pas d'une seule manière, les restrictions, les injonctions, les doctrines de la loi commune, de la loi naturelle et de la loi divine s'accordent à condamner comme injuste cette condition qu'un testateur voudrait imposer à sa veuve. bbox=[355, 800, 618, 916]
danseuses-title: DANSEUSES bbox=[642, 737, 886, 778]
resolution-text: A une assemblée publique des habitants de cette Cité tenue au Marché Bonsecours, Jeudi soir, 3 Août 1848, les résolutions suivantes ont été unanimement adoptées. bbox=[355, 327, 618, 358]
route-line: MONTREAL ET QUEBEC. bbox=[954, 681, 1137, 697]
company-date2: 6 juillet bbox=[1198, 909, 1227, 917]
account-books-heading: LIVRES DE COMPTES A VENDRE. bbox=[937, 1156, 1153, 1170]
pen-makers-date: 1er août 1848. bbox=[910, 1365, 966, 1374]
divider bbox=[993, 934, 1097, 935]
column-divider bbox=[1189, 134, 1190, 2305]
news-item: Théâtre Royal.—Les charmantes petites danseuses Viennoises continuent d'attirer la foule. On ne doit pas oublier que leur engagement finit cette semaine. bbox=[355, 766, 618, 797]
bamboozling-title: BAMBOOZLING. bbox=[689, 904, 838, 923]
directors-right bbox=[1050, 238, 1180, 344]
news-paragraph: IRLANDE.—Dublin, Cork, Waterford et d'autres parties de l'Irlande ont été mises en état de siège. Le peuple s'arme d'un bout du pays à l'autre et le gouvernement prend des mesures énergiques pour abattre la prochaine insurrection qui va éclater d'un moment à l'autre. Les arrestations pour haute trahison continuent. Quelques prisons ont été forcées par la populace et plusieurs des prisonniers s'étaient enfuis. bbox=[634, 447, 894, 520]
staff-name: M. SKERRETT. bbox=[688, 1172, 744, 1181]
company-bureau: BUREAU DE LA COMPAGNIE bbox=[1268, 719, 1423, 730]
company-railway: DU CHEMIN DE FER bbox=[1290, 735, 1402, 747]
theatre-staff-row: Directeur ...... M. SKERRETT. bbox=[634, 1172, 744, 1181]
signature: JOHN McCOY. bbox=[1122, 1284, 1180, 1294]
section-heading-faits-divers: FAITS DIVERS. bbox=[106, 926, 309, 947]
divider bbox=[438, 1263, 535, 1264]
signature: R. A. R. HUBERT. bbox=[266, 237, 336, 246]
theatre-staff-row: Directeur de la Scène ...... M. A. ANDREWS. bbox=[634, 1182, 800, 1190]
column-4 bbox=[910, 134, 1180, 2305]
signature: SMITH SHERMAN, HORACE RICE. bbox=[1351, 319, 1493, 328]
opposition-title: OPPOSITION bbox=[939, 628, 1151, 660]
bank-city: CITE ET DISTRICT DE MONTREAL. bbox=[951, 169, 1139, 181]
chambly-location: Département des Travaux Publics } 10 sept 8 juin 1848 bbox=[1198, 509, 1407, 518]
sherman-rice-title: SHERMAN & RICE. bbox=[1210, 164, 1481, 195]
marble-text: LES Soussignés informent respectueusement les citoyens de Montréal et les habitans du Canada qu'ils ont formé une société pour travailler le marbre dans toutes ses branches, tels que la confection de MONUMENTS, TOMBES, TABLETTES, CORNICHES DE CHEMINÉES, COUVERTS DE TABLES, DE BUREAU, FONTAINES pour le SODA, etc., etc. Ayant à leur disposition une des meilleures Carrières de Marbre de ce continent, ils peuvent remplir tous les ordres dans cette ligne à des prix qui ne peuvent admettre la concurrence. Ils ont engagé des graveurs habiles et espèrent par l'excellence et le fini de leurs ouvrages, leur ponctualité et leur attention, mériter une part du patronage public. Tous ordres laissés à la Manufacture, grande rue St. Jacques, ou chez H. RICE et Cie, Magasin de Vaillers et de Lampes, 113 Rue St. Paul, seront promptement exécutés. bbox=[1198, 200, 1493, 315]
account-books-text: LEDGERS, Journaux, Mémoires, Envois, Ventes, CASH, Reçus, Billets, Lettres, etc., faits avec les meilleurs matériaux et les meilleurs ouvriers, de toutes grandeurs et qualités. bbox=[910, 1173, 1180, 1201]
restaurant-text: M. COMPAIN désire adresser ses plus sincères remerciements au public pour l'encouragement qu'il en a reçu depuis qu'il a ouvert son établissement, et il assure ceux qui voudront bien le favoriser de leur visite qu'il n'omettra rien pour augmenter, s'il est possible, le confort qu'on a bien voulu jusqu'à présent reconnaître dans son restaurant. M. COMPAIN, par sa longue expérience se flatte qu'il donnera une satisfaction générale à ceux qui visiteront son établissement; il a engagé pour principal cuisinier un homme qui connaît parfaitement le métier, et il a, aux Indes Orientales, la Chine, où il a été chef de cuisine des gouverneurs généraux, etc. Le menu se trouve et consiste dans deux bataillons des cuisiniers et dans plusieurs des Clubs les plus célèbres de Londres, et qui en fait preuve suffisante de sa capacité à tenir un restaurant sur un des meilleurs piste. La CARTE contiendra journellement tout ce que la saison offre de plus exquis. Il sera toujours prêt à servir des rafraîchissements à des partis de vingt jusqu'à soixante personnes. Les Thés, Café seront aussi servis à très court avis et dans le meilleur style. Ses VINS, ses LIQUEURS, sa BIÈRE seront toujours du premier choix, étant toujours achetés à n'importe quel prix, pourvu qu'elles soient de la meilleure qualité. bbox=[1198, 1007, 1493, 1181]
signature: JOHN McCOY. bbox=[1122, 1205, 1180, 1214]
divider bbox=[438, 760, 535, 761]
staff-role: Directeur bbox=[634, 1172, 670, 1181]
law-books-text: NOUVELLEMENT reçu de Paris, une large collection de LIVRES DE LOIS FRANÇAIS, parmi lesquels se trouvent les suivants: Traités de M. Duplessis, œuvres avancés au Parlement, sur la Coutume de Paris, folio 1 vol. Dictionnaire Universel de Commerce, 3 vols folio. Les Œuvres de M. Antoine D'Espeisses, 3 vols folio. Les Œuvres de Messire C. Lebret, 1 vol folio. Code Louis, ou Recueil des principales Ordonnances, Edits et Déclarations, sur les crimes et délits, 12mo Commentaire sur l'Ordonnance des Eaux et Forêts, Du mois d'Août 1669, 12mo Institution facile sur les Conventions, 1 vol 12mo L'Esprit des Ordonnances de Louis XV sur les Donations et sur les Testaments. Œuvres de Pothier, 8 vols 4to. Traité de la Mort Civile, 4to. Questions de Droit par M. Bretonnier, 4to. Dictionnaire du Droit et de pratique, 2 vols 4to La Science parfaite des Notaires, ou le Parfait Notaire, 2 vols 4to. Synode Nationaux, 2 vols 4to. Œuvres Posthumes de Maître Louis D'Héricourt, 4 vols 4to. Les Institutes de l'Empereur Justinien. Traité des Successions, 2 vols 4to. Répertoire Universel et Raisonné de Jurisprudence, 17 vols 4to. bbox=[910, 958, 1180, 1122]
